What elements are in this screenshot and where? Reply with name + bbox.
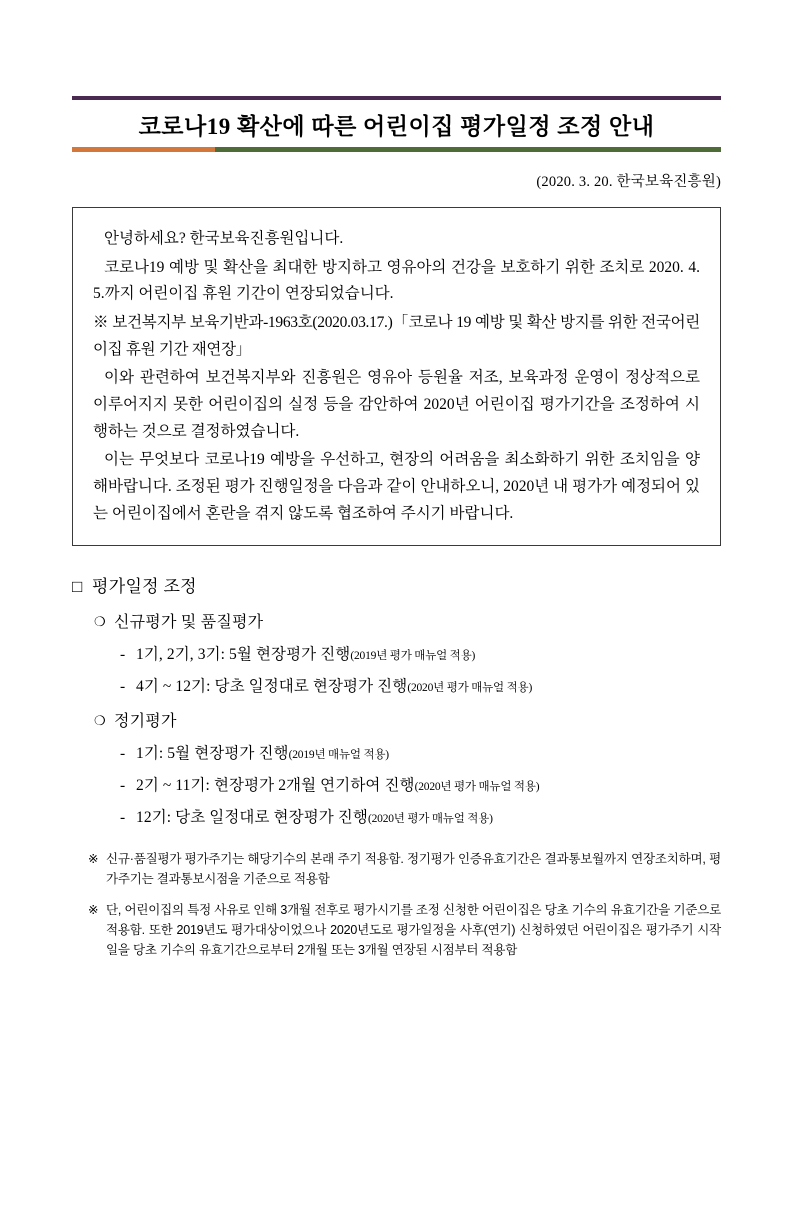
- reference-mark-icon: ※: [88, 852, 99, 867]
- intro-line-4: 이는 무엇보다 코로나19 예방을 우선하고, 현장의 어려움을 최소화하기 위한 조치임을 양해바랍니다. 조정된 평가 진행일정을 다음과 같이 안내하오니, 2020년 내 평가가 예정되어 있는 어린이집에서 혼란을 겪지 않도록 협조하여 주시기 바랍니다.: [93, 451, 700, 522]
- title-rule-bottom: [72, 147, 721, 152]
- outline-item: [120, 805, 721, 827]
- dash-bullet-icon: -: [120, 678, 126, 696]
- outline-item-text: 1기: 5월 현장평가 진행: [136, 745, 289, 763]
- outline-item-text: 2기 ~ 11기: 현장평가 2개월 연기하여 진행: [136, 777, 415, 795]
- intro-line-3: 이와 관련하여 보건복지부와 진흥원은 영유아 등원율 저조, 보육과정 운영이 정상적으로 이루어지지 못한 어린이집의 실정 등을 감안하여 2020년 어린이집 평가기간을 조정하여 시행하는 것으로 결정하였습니다.: [93, 369, 700, 440]
- outline-section: [72, 572, 721, 827]
- byline: (2020. 3. 20. 한국보육진흥원): [536, 174, 721, 190]
- footnote: [72, 900, 721, 961]
- group-label-text: 신규평가 및 품질평가: [114, 614, 264, 632]
- outline-item: [120, 674, 721, 696]
- footnote: [72, 849, 721, 890]
- outline-group-label: [94, 609, 721, 632]
- title-block: [72, 96, 721, 152]
- document-page: [0, 96, 793, 1217]
- dash-bullet-icon: -: [120, 777, 126, 795]
- outline-item-text: 12기: 당초 일정대로 현장평가 진행: [136, 809, 368, 827]
- outline-heading-label: 평가일정 조정: [92, 577, 197, 597]
- dash-bullet-icon: -: [120, 646, 126, 664]
- intro-line-1: 안녕하세요? 한국보육진흥원입니다.: [104, 230, 344, 247]
- intro-box: [72, 207, 721, 546]
- title-rule-segment-green: [215, 147, 721, 152]
- reference-mark-icon: ※: [88, 902, 99, 917]
- outline-item: [120, 741, 721, 763]
- page-title: 코로나19 확산에 따른 어린이집 평가일정 조정 안내: [138, 114, 655, 139]
- outline-item-text: 1기, 2기, 3기: 5월 현장평가 진행: [136, 646, 351, 664]
- footnote-text: 신규·품질평가 평가주기는 해당기수의 본래 주기 적용함. 정기평가 인증유효기간은 결과통보월까지 연장조치하며, 평가주기는 결과통보시점을 기준으로 적용함: [106, 852, 721, 887]
- dash-bullet-icon: -: [120, 745, 126, 763]
- circle-bullet-icon: ❍: [94, 614, 106, 630]
- group-label-text: 정기평가: [114, 713, 177, 731]
- footnote-text: 단, 어린이집의 특정 사유로 인해 3개월 전후로 평가시기를 조정 신청한 어린이집은 당초 기수의 유효기간을 기준으로 적용함. 또한 2019년도 평가대상이었으나 2020년도로 평가일정을 사후(연기) 신청하였던 어린이집은 평가주기 시작일을 당초 기수의 유효기간으로부터 2개월 또는 3개월 연장된 시점부터 적용함: [106, 902, 721, 958]
- outline-item-note: (2020년 평가 매뉴얼 적용): [367, 813, 493, 826]
- outline-group-label: [94, 708, 721, 731]
- outline-heading: [72, 572, 721, 597]
- outline-item: [120, 773, 721, 795]
- dash-bullet-icon: -: [120, 809, 126, 827]
- outline-item-note: (2020년 평가 매뉴얼 적용): [414, 781, 540, 794]
- title-rule-segment-orange: [72, 147, 215, 152]
- intro-footnote: ※ 보건복지부 보육기반과-1963호(2020.03.17.)「코로나 19 예방 및 확산 방지를 위한 전국어린이집 휴원 기간 재연장」: [93, 313, 700, 358]
- intro-line-2: 코로나19 예방 및 확산을 최대한 방지하고 영유아의 건강을 보호하기 위한 조치로 2020. 4. 5.까지 어린이집 휴원 기간이 연장되었습니다.: [93, 258, 700, 303]
- square-bullet-icon: □: [72, 577, 83, 597]
- outline-item-note: (2019년 매뉴얼 적용): [288, 749, 389, 762]
- footnotes: [72, 849, 721, 960]
- outline-item: [120, 642, 721, 664]
- outline-item-note: (2020년 평가 매뉴얼 적용): [407, 682, 533, 695]
- circle-bullet-icon: ❍: [94, 713, 106, 729]
- outline-item-text: 4기 ~ 12기: 당초 일정대로 현장평가 진행: [136, 678, 408, 696]
- outline-item-note: (2019년 평가 매뉴얼 적용): [350, 650, 476, 663]
